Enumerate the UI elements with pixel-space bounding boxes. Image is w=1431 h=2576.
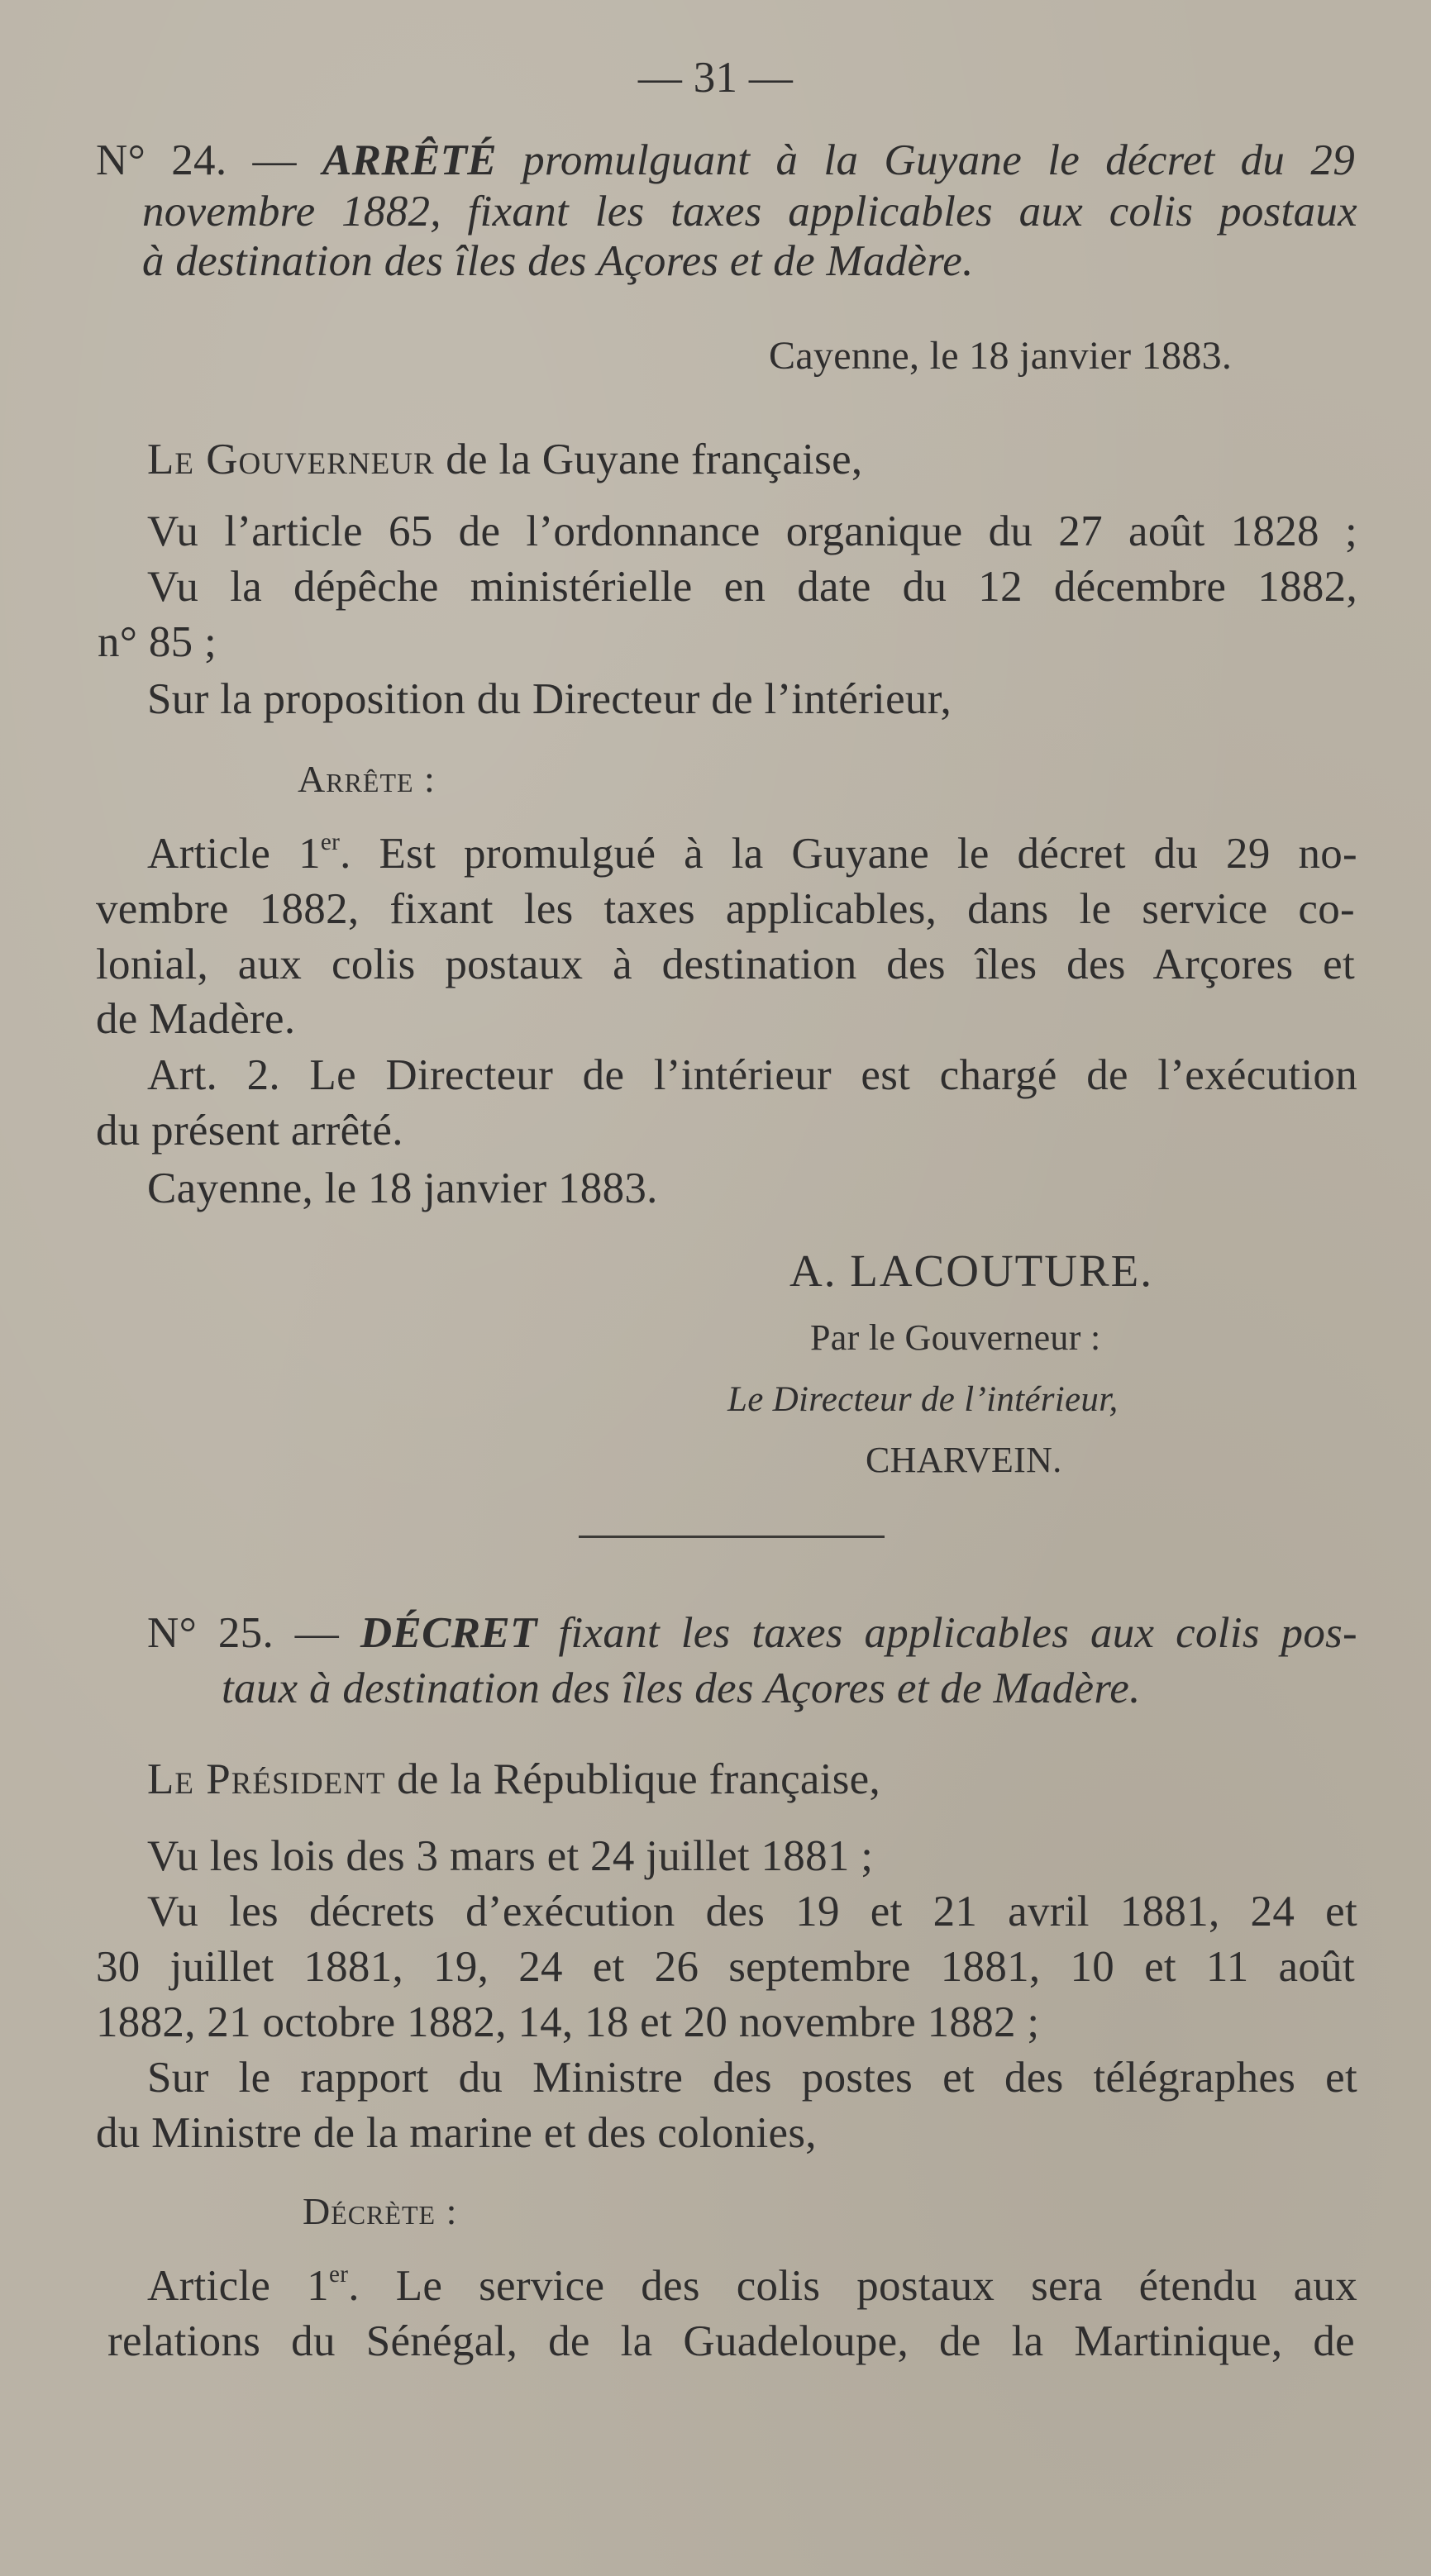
- heading-title: ARRÊTÉ: [322, 136, 497, 184]
- decree24-place-date: Cayenne, le 18 janvier 1883.: [769, 334, 1233, 378]
- decree24-article1-line4: de Madère.: [96, 995, 296, 1043]
- decree24-sur: Sur la proposition du Directeur de l’intérieur,: [147, 675, 952, 723]
- president-title: Le Président: [147, 1755, 386, 1803]
- decree24-heading-line1: [96, 136, 1355, 184]
- heading-number: N° 25. —: [147, 1609, 360, 1657]
- decree25-sur-line1: Sur le rapport du Ministre des postes et des télégraphes et: [147, 2054, 1357, 2102]
- decree25-vu-1: Vu les lois des 3 mars et 24 juillet 1881 ;: [147, 1832, 874, 1880]
- decree24-vu-2a: Vu la dépêche ministérielle en date du 12 décembre 1882,: [147, 563, 1357, 611]
- decree24-governor-line: [147, 438, 862, 482]
- governor-rest: de la Guyane française,: [434, 436, 863, 483]
- separator-rule: [579, 1536, 885, 1538]
- decree25-article1-line2: relations du Sénégal, de la Guadeloupe, de la Martinique, de: [107, 2317, 1355, 2365]
- decree25-article1-line1: Article 1er. Le service des colis postaux sera étendu aux: [147, 2261, 1357, 2310]
- decree24-directeur-name: CHARVEIN.: [866, 1440, 1062, 1480]
- decree24-signature: A. LACOUTURE.: [789, 1245, 1154, 1296]
- heading-text: promulguant à la Guyane le décret du 29: [496, 136, 1355, 184]
- decree24-arrete: Arrête :: [298, 758, 436, 800]
- decree24-article1-line1: Article 1er. Est promulgué à la Guyane le décret du 29 no-: [147, 829, 1357, 878]
- decree25-sur-line2: du Ministre de la marine et des colonies,: [96, 2109, 817, 2157]
- decree25-heading-line2: taux à destination des îles des Açores et de Madère.: [222, 1664, 1141, 1712]
- page-number: — 31 —: [637, 54, 794, 102]
- decree24-directeur: Le Directeur de l’intérieur,: [727, 1380, 1119, 1419]
- heading-number: N° 24. —: [96, 136, 323, 184]
- decree25-vu-2-line3: 1882, 21 octobre 1882, 14, 18 et 20 novembre 1882 ;: [96, 1998, 1040, 2046]
- heading-title: DÉCRET: [360, 1609, 537, 1657]
- decree24-heading-line3: à destination des îles des Açores et de Madère.: [142, 237, 974, 285]
- decree24-article2-line2: du présent arrêté.: [96, 1107, 403, 1155]
- heading-text: fixant les taxes applicables aux colis pos-: [537, 1609, 1357, 1657]
- decree24-vu-1: Vu l’article 65 de l’ordonnance organique du 27 août 1828 ;: [147, 507, 1357, 555]
- decree24-closing-date: Cayenne, le 18 janvier 1883.: [147, 1164, 658, 1212]
- governor-title: Le Gouverneur: [147, 436, 435, 483]
- decree24-par: Par le Gouverneur :: [810, 1317, 1101, 1358]
- decree25-president-line: [147, 1755, 881, 1803]
- decree24-article1-line2: vembre 1882, fixant les taxes applicables, dans le service co-: [96, 885, 1355, 933]
- decree25-decrete: Décrète :: [303, 2190, 458, 2232]
- decree25-vu-2-line2: 30 juillet 1881, 19, 24 et 26 septembre 1881, 10 et 11 août: [96, 1943, 1355, 1991]
- decree25-vu-2-line1: Vu les décrets d’exécution des 19 et 21 avril 1881, 24 et: [147, 1888, 1357, 1936]
- president-rest: de la République française,: [385, 1755, 881, 1803]
- decree24-vu-2b: n° 85 ;: [98, 618, 217, 666]
- decree25-heading-line1: [147, 1609, 1357, 1657]
- decree24-article1-line3: lonial, aux colis postaux à destination des îles des Arçores et: [96, 940, 1355, 988]
- decree24-heading-line2: novembre 1882, fixant les taxes applicables aux colis postaux: [142, 188, 1357, 236]
- decree24-article2-line1: Art. 2. Le Directeur de l’intérieur est chargé de l’exécution: [147, 1051, 1357, 1099]
